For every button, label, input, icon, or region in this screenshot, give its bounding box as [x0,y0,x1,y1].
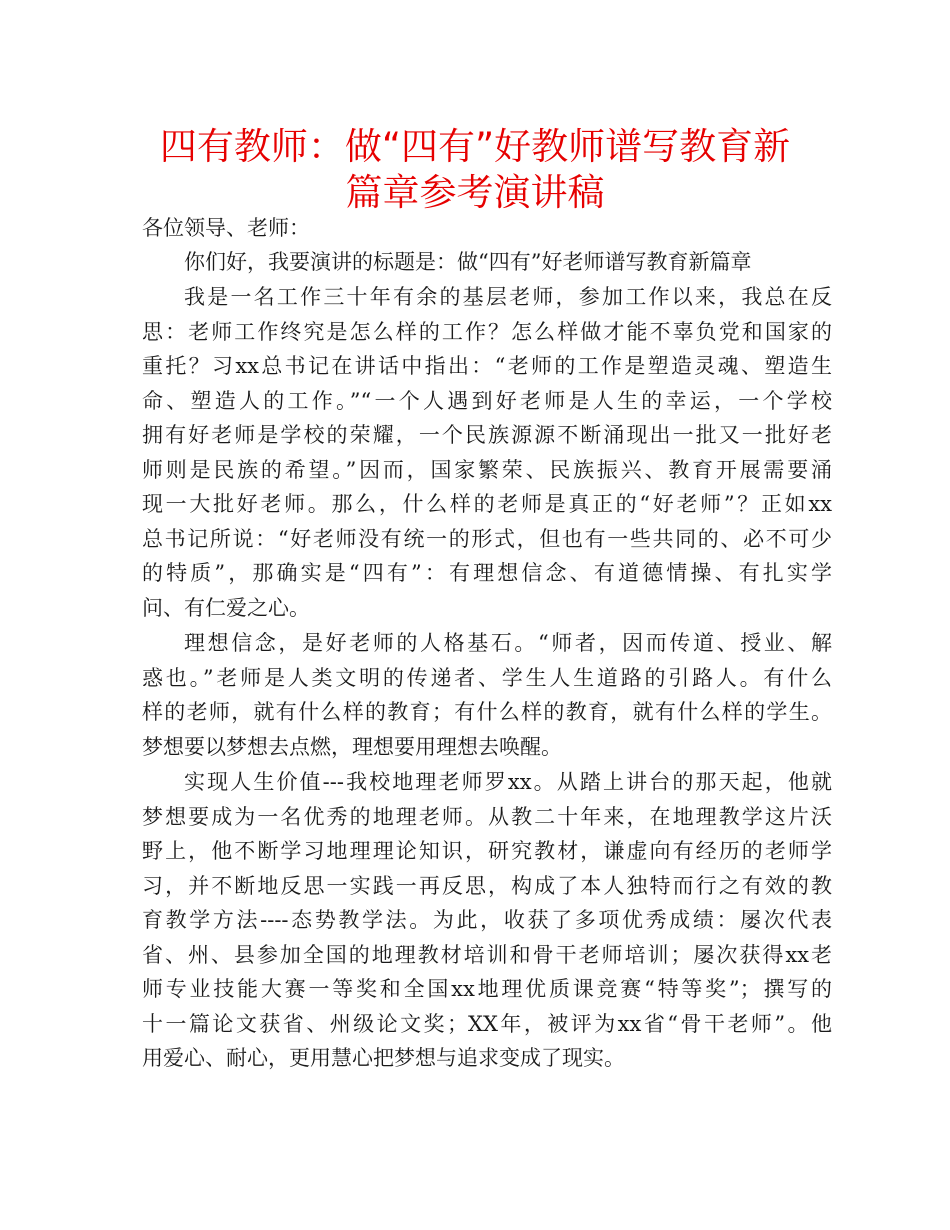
paragraph-line: 重托？习xx总书记在讲话中指出：“老师的工作是塑造灵魂、塑造生 [142,354,832,378]
paragraph-line: 我是一名工作三十年有余的基层老师，参加工作以来，我总在反 [184,285,832,309]
paragraph-line: 拥有好老师是学校的荣耀，一个民族源源不断涌现出一批又一批好老 [142,423,832,447]
paragraph-line: 样的老师，就有什么样的教育；有什么样的教育，就有什么样的学生。 [142,700,832,724]
paragraph-line: 的特质”，那确实是“四有”：有理想信念、有道德情操、有扎实学 [142,561,832,585]
paragraph-line: 思：老师工作终究是怎么样的工作？怎么样做才能不辜负党和国家的 [142,319,832,344]
paragraph-line: 理想信念，是好老师的人格基石。“师者，因而传道、授业、解 [184,631,832,655]
paragraph-2 [142,626,832,764]
paragraph-1 [142,280,832,625]
paragraph-line: 省、州、县参加全国的地理教材培训和骨干老师培训；屡次获得xx老 [142,942,832,967]
paragraph-line: 总书记所说：“好老师没有统一的形式，但也有一些共同的、必不可少 [142,526,832,551]
greeting [142,245,832,280]
paragraph-line: 惑也。”老师是人类文明的传递者、学生人生道路的引路人。有什么 [142,665,832,690]
paragraph-line: 实现人生价值---我校地理老师罗xx。从踏上讲台的那天起，他就 [184,770,832,794]
salutation [142,211,832,246]
document-title-line-1: 四有教师：做“四有”好教师谱写教育新 [159,125,791,168]
paragraph-line: 师专业技能大赛一等奖和全国xx地理优质课竞赛“特等奖”；撰写的 [142,977,832,1001]
paragraph-line: 育教学方法----态势教学法。为此，收获了多项优秀成绩：屡次代表 [142,908,832,932]
paragraph-line: 习，并不断地反思一实践一再反思，构成了本人独特而行之有效的教 [142,873,832,898]
paragraph-line: 十一篇论文获省、州级论文奖；XX年，被评为xx省“骨干老师”。他 [142,1011,832,1036]
paragraph-line: 野上，他不断学习地理理论知识，研究教材，谦虚向有经历的老师学 [142,839,832,863]
paragraph-line: 师则是民族的希望。”因而，国家繁荣、民族振兴、教育开展需要涌 [142,457,832,482]
paragraph-line: 梦想要成为一名优秀的地理老师。从教二十年来，在地理教学这片沃 [142,804,832,829]
paragraph-line: 命、塑造人的工作。”“一个人遇到好老师是人生的幸运，一个学校 [142,388,832,413]
salutation-text: 各位领导、老师： [142,216,310,240]
paragraph-line: 梦想要以梦想去点燃，理想要用理想去唤醒。 [142,734,562,759]
paragraph-line: 问、有仁爱之心。 [142,595,310,620]
document-title-line-2: 篇章参考演讲稿 [345,171,605,214]
paragraph-line: 用爱心、耐心，更用慧心把梦想与追求变成了现实。 [142,1046,625,1070]
paragraph-3 [142,765,832,1076]
greeting-text: 你们好，我要演讲的标题是：做“四有”好老师谱写教育新篇章 [184,250,752,274]
paragraph-line: 现一大批好老师。那么，什么样的老师是真正的“好老师”？正如xx [142,492,832,516]
